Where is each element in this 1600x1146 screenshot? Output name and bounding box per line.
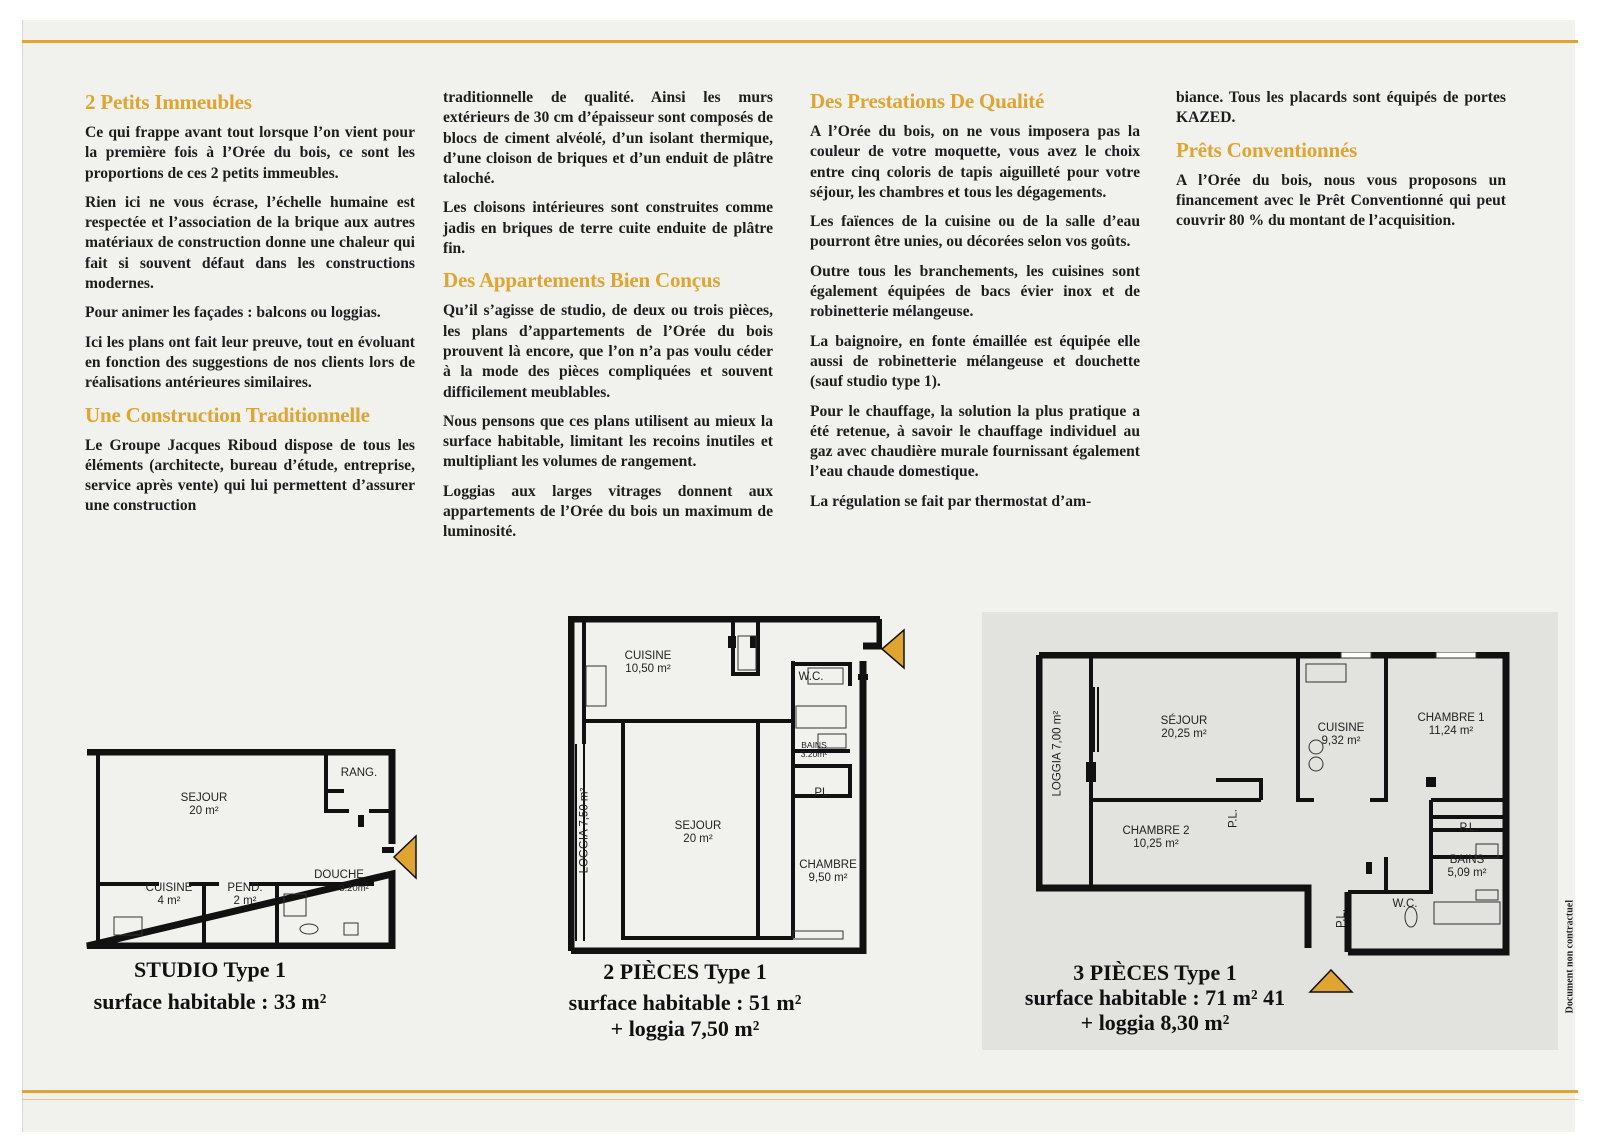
paragraph: Les faïences de la cuisine ou de la salle d’eau pourront être unies, ou décorées selon vos goûts. xyxy=(810,213,1140,251)
bottom-rule-thin xyxy=(22,1099,1578,1100)
studio-cuisine-area: 4 m² xyxy=(157,895,181,907)
heading-prets: Prêts Conventionnés xyxy=(1176,137,1358,162)
three-chambre2-label: CHAMBRE 2 xyxy=(1122,825,1190,837)
three-loggia-caption: + loggia 8,30 m² xyxy=(1080,1010,1230,1035)
paragraph: Pour le chauffage, la solution la plus pratique a été retenue, à savoir le chauffage individuel au gaz avec chaudière murale fournissant également l’eau chaude domestique. xyxy=(810,402,1140,481)
three-title: 3 PIÈCES Type 1 xyxy=(1073,960,1237,985)
three-sejour-area: 20,25 m² xyxy=(1161,728,1207,740)
heading-prestations: Des Prestations De Qualité xyxy=(810,89,1045,113)
studio-douche-area: 3.20m² xyxy=(339,883,369,894)
paragraph: Ici les plans ont fait leur preuve, tout en évoluant en fonction des suggestions de nos clients lors de réalisations antérieures similaires. xyxy=(85,333,415,392)
two-bains-label: BAINS xyxy=(801,740,827,750)
three-chambre1-label: CHAMBRE 1 xyxy=(1417,712,1485,724)
top-rule xyxy=(22,40,1578,43)
paragraph: Nous pensons que ces plans utilisent au mieux la surface habitable, limitant les recoins inutiles et multipliant les volumes de rangement. xyxy=(443,412,773,471)
three-pl-label: P.L. xyxy=(1459,822,1479,834)
paragraph: Ce qui frappe avant tout lorsque l’on vient pour la première fois à l’Orée du bois, ce sont les proportions de ces 2 petits immeubles. xyxy=(85,124,415,182)
studio-surface: surface habitable : 33 m² xyxy=(93,989,327,1014)
text-column-3 xyxy=(810,83,1140,521)
two-sejour-area: 20 m² xyxy=(683,833,713,845)
paragraph: A l’Orée du bois, on ne vous imposera pas la couleur de votre moquette, vous avez le choix entre cinq coloris de tapis aiguilleté pour votre séjour, les chambres et tous les dégagements. xyxy=(810,123,1140,201)
paragraph: Rien ici ne vous écrase, l’échelle humaine est respectée et l’association de la brique aux autres matériaux de construction donne une chaleur qui fait si souvent défaut dans les constructions modernes. xyxy=(85,193,415,293)
three-wc-label: W.C. xyxy=(1392,898,1418,910)
paragraph: biance. Tous les placards sont équipés de portes KAZED. xyxy=(1176,89,1506,127)
paragraph: La régulation se fait par thermostat d’am- xyxy=(810,492,1092,510)
studio-douche-label: DOUCHE xyxy=(314,869,364,881)
paragraph: Loggias aux larges vitrages donnent aux appartements de l’Orée du bois un maximum de luminosité. xyxy=(443,482,773,541)
three-chambre1-area: 11,24 m² xyxy=(1428,725,1474,737)
two-title: 2 PIÈCES Type 1 xyxy=(603,959,767,984)
two-surface: surface habitable : 51 m² xyxy=(568,990,802,1015)
heading-construction: Une Construction Traditionnelle xyxy=(85,402,370,427)
paragraph: Outre tous les branchements, les cuisines sont également équipées de bacs évier inox et de robinetterie mélangeuse. xyxy=(810,262,1140,321)
disclaimer-note: Document non contractuel xyxy=(1564,900,1575,1014)
three-rooms-plan-drawing xyxy=(1036,652,1510,962)
three-bains-label: BAINS xyxy=(1449,854,1485,866)
paragraph: Pour animer les façades : balcons ou loggias. xyxy=(85,304,381,322)
bottom-rule xyxy=(22,1090,1578,1093)
paragraph: A l’Orée du bois, nous vous proposons un financement avec le Prêt Conventionné qui peut couvrir 80 % du montant de l’acquisition. xyxy=(1176,171,1506,230)
three-cuisine-label: CUISINE xyxy=(1317,722,1365,734)
entrance-arrow-icon xyxy=(880,628,906,670)
paragraph: Le Groupe Jacques Riboud dispose de tous les éléments (architecte, bureau d’étude, entreprise, service après vente) qui lui permettent d’assurer une construction xyxy=(85,436,415,515)
paragraph: Les cloisons intérieures sont construites comme jadis en briques de terre cuite enduite de plâtre fin. xyxy=(443,199,773,258)
three-loggia-label: LOGGIA 7,00 m² xyxy=(1051,710,1064,797)
three-surface: surface habitable : 71 m² 41 xyxy=(1024,985,1286,1010)
studio-rang-label: RANG. xyxy=(340,767,378,779)
entrance-arrow-icon xyxy=(392,834,418,880)
heading-petits-immeubles: 2 Petits Immeubles xyxy=(85,90,252,114)
three-chambre2-area: 10,25 m² xyxy=(1133,838,1179,850)
two-chambre-label: CHAMBRE xyxy=(799,859,857,871)
three-pl-label: P.L. xyxy=(1227,809,1240,828)
two-loggia-label: LOGGIA 7,50 m² xyxy=(578,787,591,874)
paragraph: La baignoire, en fonte émaillée est équipée elle aussi de robinetterie mélangeuse et douchette (sauf studio type 1). xyxy=(810,332,1140,391)
three-cuisine-area: 9,32 m² xyxy=(1321,735,1361,747)
studio-pend-label: PEND. xyxy=(227,882,263,894)
studio-sejour-area: 20 m² xyxy=(189,805,219,817)
two-bains-area: 3.20m² xyxy=(800,749,828,759)
studio-sejour-label: SEJOUR xyxy=(180,792,228,804)
text-column-4 xyxy=(1176,88,1506,240)
three-rooms-floor-plan xyxy=(1036,652,1510,962)
two-sejour-label: SEJOUR xyxy=(674,820,722,832)
two-chambre-area: 9,50 m² xyxy=(808,872,848,884)
three-bains-area: 5,09 m² xyxy=(1447,867,1487,879)
heading-appartements: Des Appartements Bien Conçus xyxy=(443,268,721,293)
studio-pend-area: 2 m² xyxy=(233,895,257,907)
studio-floor-plan xyxy=(84,749,396,949)
two-pl-label: PL. xyxy=(814,787,832,799)
two-rooms-floor-plan xyxy=(568,616,882,954)
three-pl-label: P.L. xyxy=(1335,909,1348,928)
studio-title: STUDIO Type 1 xyxy=(133,957,286,982)
studio-cuisine-label: CUISINE xyxy=(145,882,193,894)
paragraph: Qu’il s’agisse de studio, de deux ou trois pièces, les plans d’appartements de l’Orée du bois prouvent là encore, que l’on n’a pas voulu céder à la mode des pièces compliquées et souvent difficilement meublables. xyxy=(443,302,773,401)
two-cuisine-area: 10,50 m² xyxy=(625,663,671,675)
text-column-1 xyxy=(85,84,415,526)
text-column-2 xyxy=(443,88,773,552)
three-sejour-label: SÉJOUR xyxy=(1160,715,1208,727)
two-loggia-caption: + loggia 7,50 m² xyxy=(610,1016,760,1041)
paragraph: traditionnelle de qualité. Ainsi les murs extérieurs de 30 cm d’épaisseur sont composés de blocs de ciment alvéolé, d’un isolant thermique, d’une cloison de briques et d’un enduit de plâtre taloché. xyxy=(443,89,773,188)
two-cuisine-label: CUISINE xyxy=(624,650,672,662)
two-wc-label: W.C. xyxy=(798,671,824,683)
